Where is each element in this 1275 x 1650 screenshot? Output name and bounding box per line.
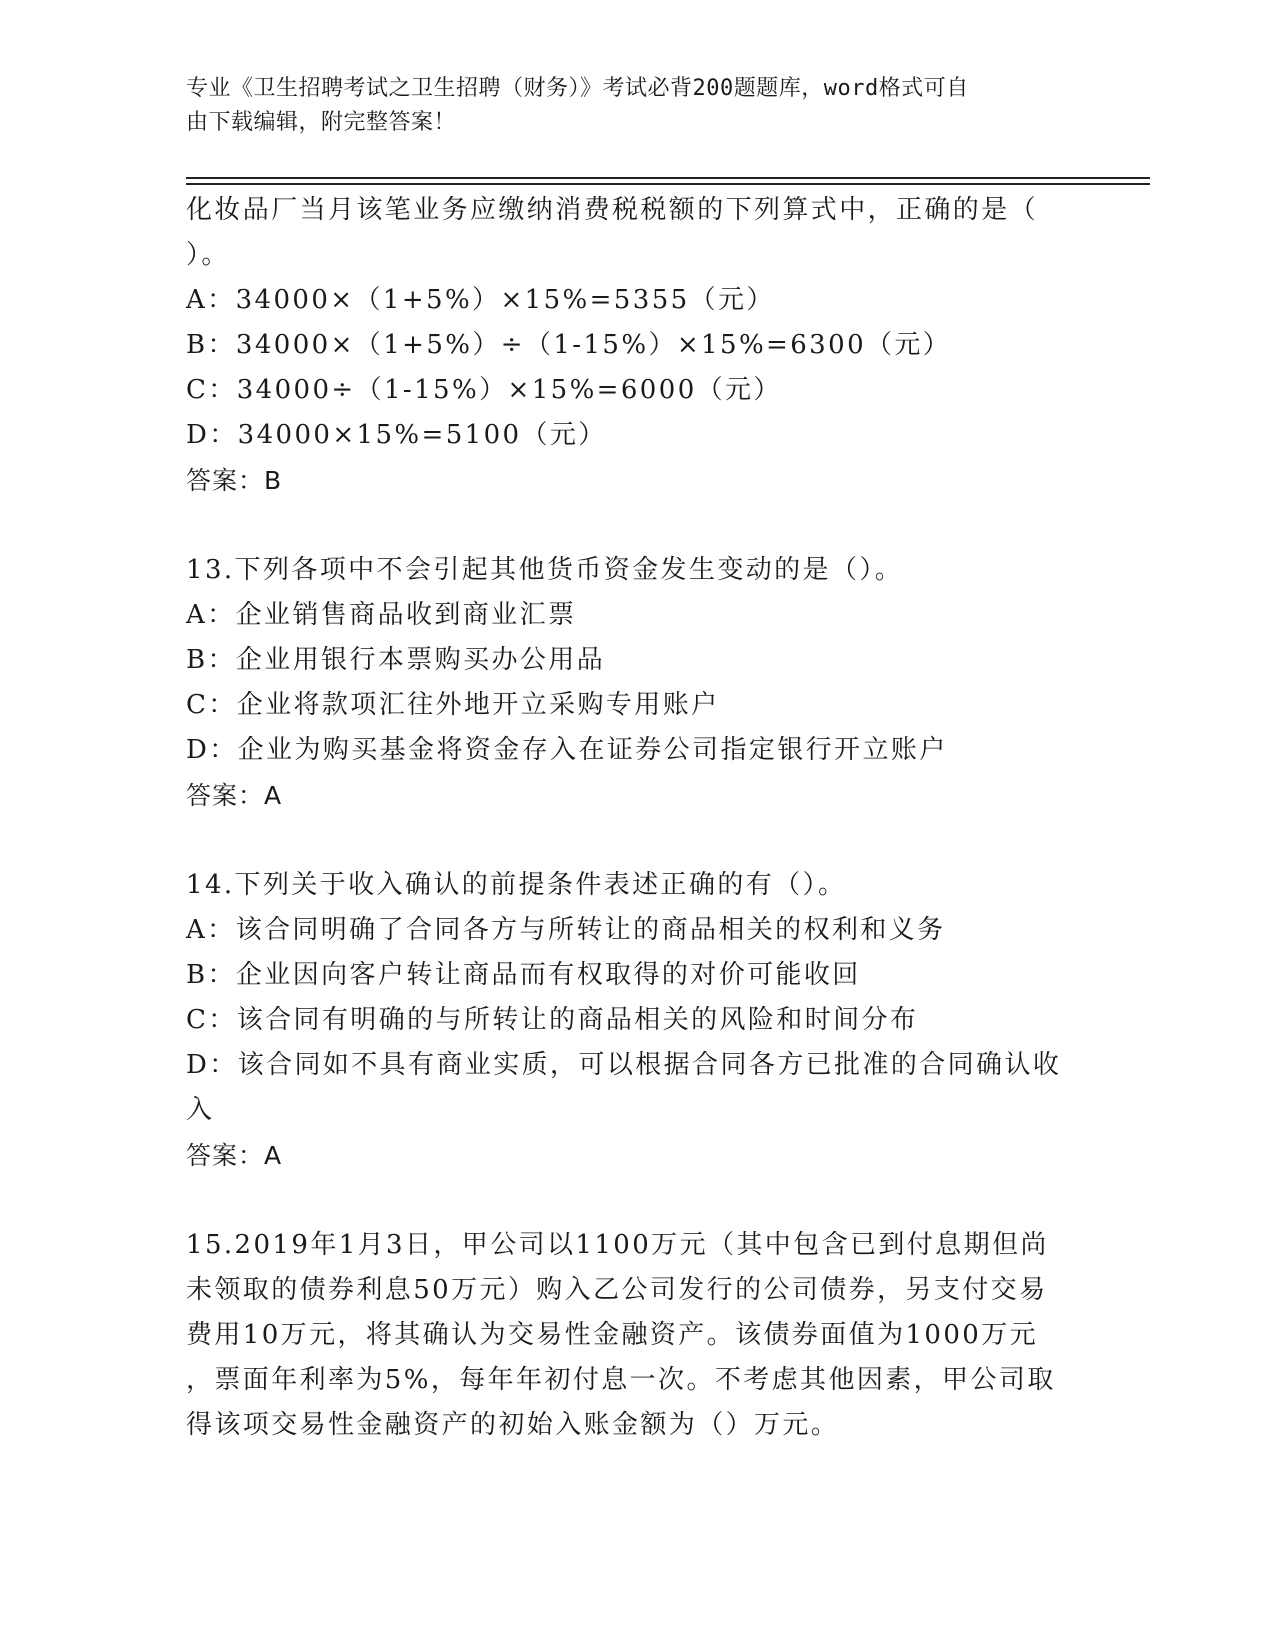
header-divider-top bbox=[186, 177, 1150, 179]
spacer bbox=[186, 818, 1076, 863]
option-c: C：34000÷（1-15%）×15%=6000（元） bbox=[186, 375, 782, 405]
option-a: A：企业销售商品收到商业汇票 bbox=[186, 600, 577, 630]
option-a: A：该合同明确了合同各方与所转让的商品相关的权利和义务 bbox=[186, 915, 946, 945]
option-d: D：该合同如不具有商业实质，可以根据合同各方已批准的合同确认收 bbox=[186, 1050, 1062, 1080]
answer-label: 答案：A bbox=[186, 781, 283, 810]
option-a: A：34000×（1+5%）×15%=5355（元） bbox=[186, 285, 775, 315]
document-header bbox=[186, 72, 1066, 140]
question-stem-cont: 费用10万元，将其确认为交易性金融资产。该债券面值为1000万元 bbox=[186, 1320, 1039, 1350]
question-14 bbox=[186, 863, 1076, 1178]
answer-label: 答案：B bbox=[186, 466, 283, 495]
option-b: B：企业用银行本票购买办公用品 bbox=[186, 645, 606, 675]
question-stem-cont: 未领取的债券利息50万元）购入乙公司发行的公司债券，另支付交易 bbox=[186, 1275, 1048, 1305]
question-stem: 13.下列各项中不会引起其他货币资金发生变动的是（）。 bbox=[186, 555, 904, 585]
answer-label: 答案：A bbox=[186, 1141, 283, 1170]
question-stem: 化妆品厂当月该笔业务应缴纳消费税税额的下列算式中，正确的是（ bbox=[186, 195, 1039, 225]
question-stem: 15.2019年1月3日，甲公司以1100万元（其中包含已到付息期但尚 bbox=[186, 1230, 1049, 1260]
question-13 bbox=[186, 548, 1076, 818]
question-stem: 14.下列关于收入确认的前提条件表述正确的有（）。 bbox=[186, 870, 847, 900]
spacer bbox=[186, 1178, 1076, 1223]
question-12 bbox=[186, 188, 1076, 503]
option-b: B：企业因向客户转让商品而有权取得的对价可能收回 bbox=[186, 960, 861, 990]
question-stem-cont: ）。 bbox=[186, 240, 230, 270]
option-c: C：企业将款项汇往外地开立采购专用账户 bbox=[186, 690, 720, 720]
question-15 bbox=[186, 1223, 1076, 1448]
option-d: D：34000×15%=5100（元） bbox=[186, 420, 607, 450]
header-line-2: 由下载编辑，附完整答案！ bbox=[186, 110, 457, 135]
question-stem-cont: ，票面年利率为5%，每年年初付息一次。不考虑其他因素，甲公司取 bbox=[186, 1365, 1056, 1395]
option-b: B：34000×（1+5%）÷（1-15%）×15%=6300（元） bbox=[186, 330, 952, 360]
option-c: C：该合同有明确的与所转让的商品相关的风险和时间分布 bbox=[186, 1005, 919, 1035]
document-body bbox=[186, 188, 1076, 1448]
header-line-1: 专业《卫生招聘考试之卫生招聘（财务）》考试必背200题题库，word格式可自 bbox=[186, 76, 969, 101]
header-divider-bottom bbox=[186, 183, 1150, 185]
spacer bbox=[186, 503, 1076, 548]
option-d-cont: 入 bbox=[186, 1095, 215, 1125]
option-d: D：企业为购买基金将资金存入在证券公司指定银行开立账户 bbox=[186, 735, 948, 765]
question-stem-cont: 得该项交易性金融资产的初始入账金额为（）万元。 bbox=[186, 1410, 840, 1440]
